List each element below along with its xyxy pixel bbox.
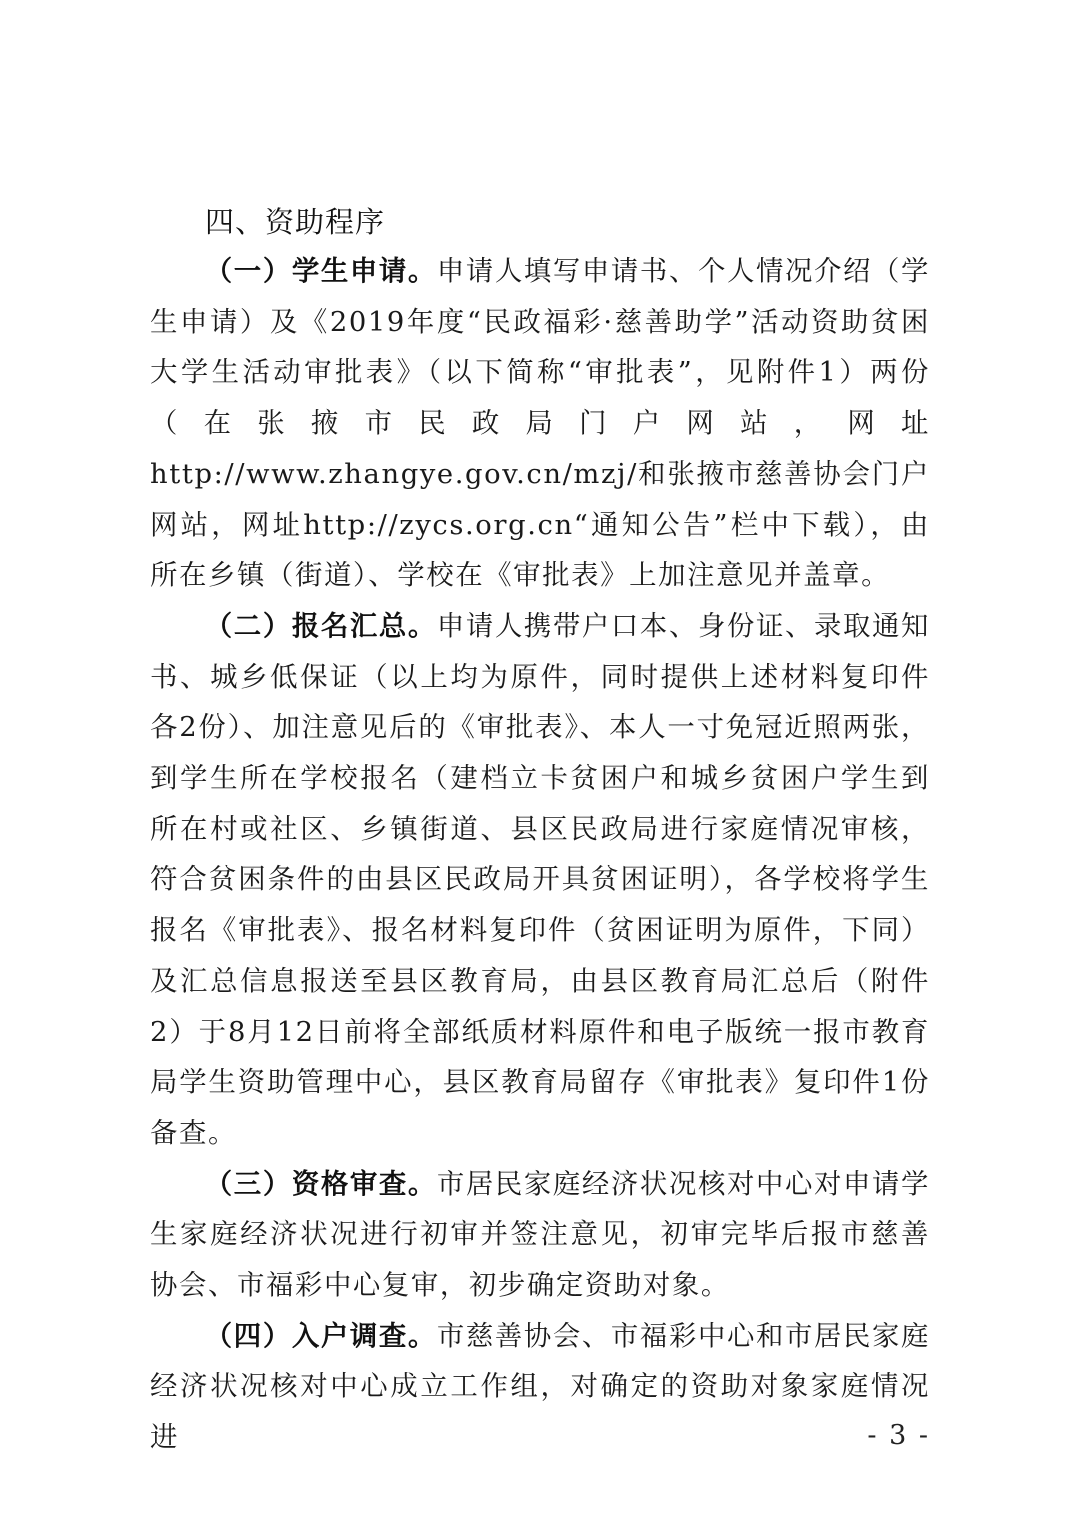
- paragraph-registration-summary: [150, 602, 930, 1160]
- paragraph-text: 申请人携带户口本、身份证、录取通知书、城乡低保证（以上均为原件，同时提供上述材料复印件各2份）、加注意见后的《审批表》、本人一寸免冠近照两张，到学生所在学校报名（建档立卡贫困户和城乡贫困户学生到所在村或社区、乡镇街道、县区民政局进行家庭情况审核，符合贫困条件的由县区民政局开具贫困证明），各学校将学生报名《审批表》、报名材料复印件（贫困证明为原件，下同）及汇总信息报送至县区教育局，由县区教育局汇总后（附件2）于8月12日前将全部纸质材料原件和电子版统一报市教育局学生资助管理中心，县区教育局留存《审批表》复印件1份备查。: [150, 610, 930, 1149]
- paragraph-lead: （三）资格审查。: [204, 1168, 437, 1200]
- paragraph-student-application: [150, 247, 930, 602]
- page-number: - 3 -: [867, 1420, 930, 1451]
- paragraph-text: 市慈善协会、市福彩中心和市居民家庭经济状况核对中心成立工作组，对确定的资助对象家庭情况进: [150, 1320, 930, 1454]
- paragraph-qualification-review: [150, 1160, 930, 1312]
- section-heading: 四、资助程序: [205, 205, 386, 239]
- paragraph-text: 申请人填写申请书、个人情况介绍（学生申请）及《2019年度“民政福彩·慈善助学”活动资助贫困大学生活动审批表》（以下简称“审批表”，见附件1）两份（在张掖市民政局门户网站，网址http://www.zhangye.gov.cn/mzj/和张掖市慈善协会门户网站，网址http://zycs.org.cn“通知公告”栏中下载），由所在乡镇（街道）、学校在《审批表》上加注意见并盖章。: [150, 256, 930, 592]
- paragraph-lead: （四）入户调查。: [204, 1320, 437, 1352]
- paragraph-text: 市居民家庭经济状况核对中心对申请学生家庭经济状况进行初审并签注意见，初审完毕后报市慈善协会、市福彩中心复审，初步确定资助对象。: [150, 1168, 930, 1302]
- paragraph-lead: （一）学生申请。: [204, 256, 437, 287]
- document-body: [150, 247, 930, 1464]
- paragraph-home-visit: [150, 1312, 930, 1464]
- paragraph-lead: （二）报名汇总。: [204, 610, 437, 642]
